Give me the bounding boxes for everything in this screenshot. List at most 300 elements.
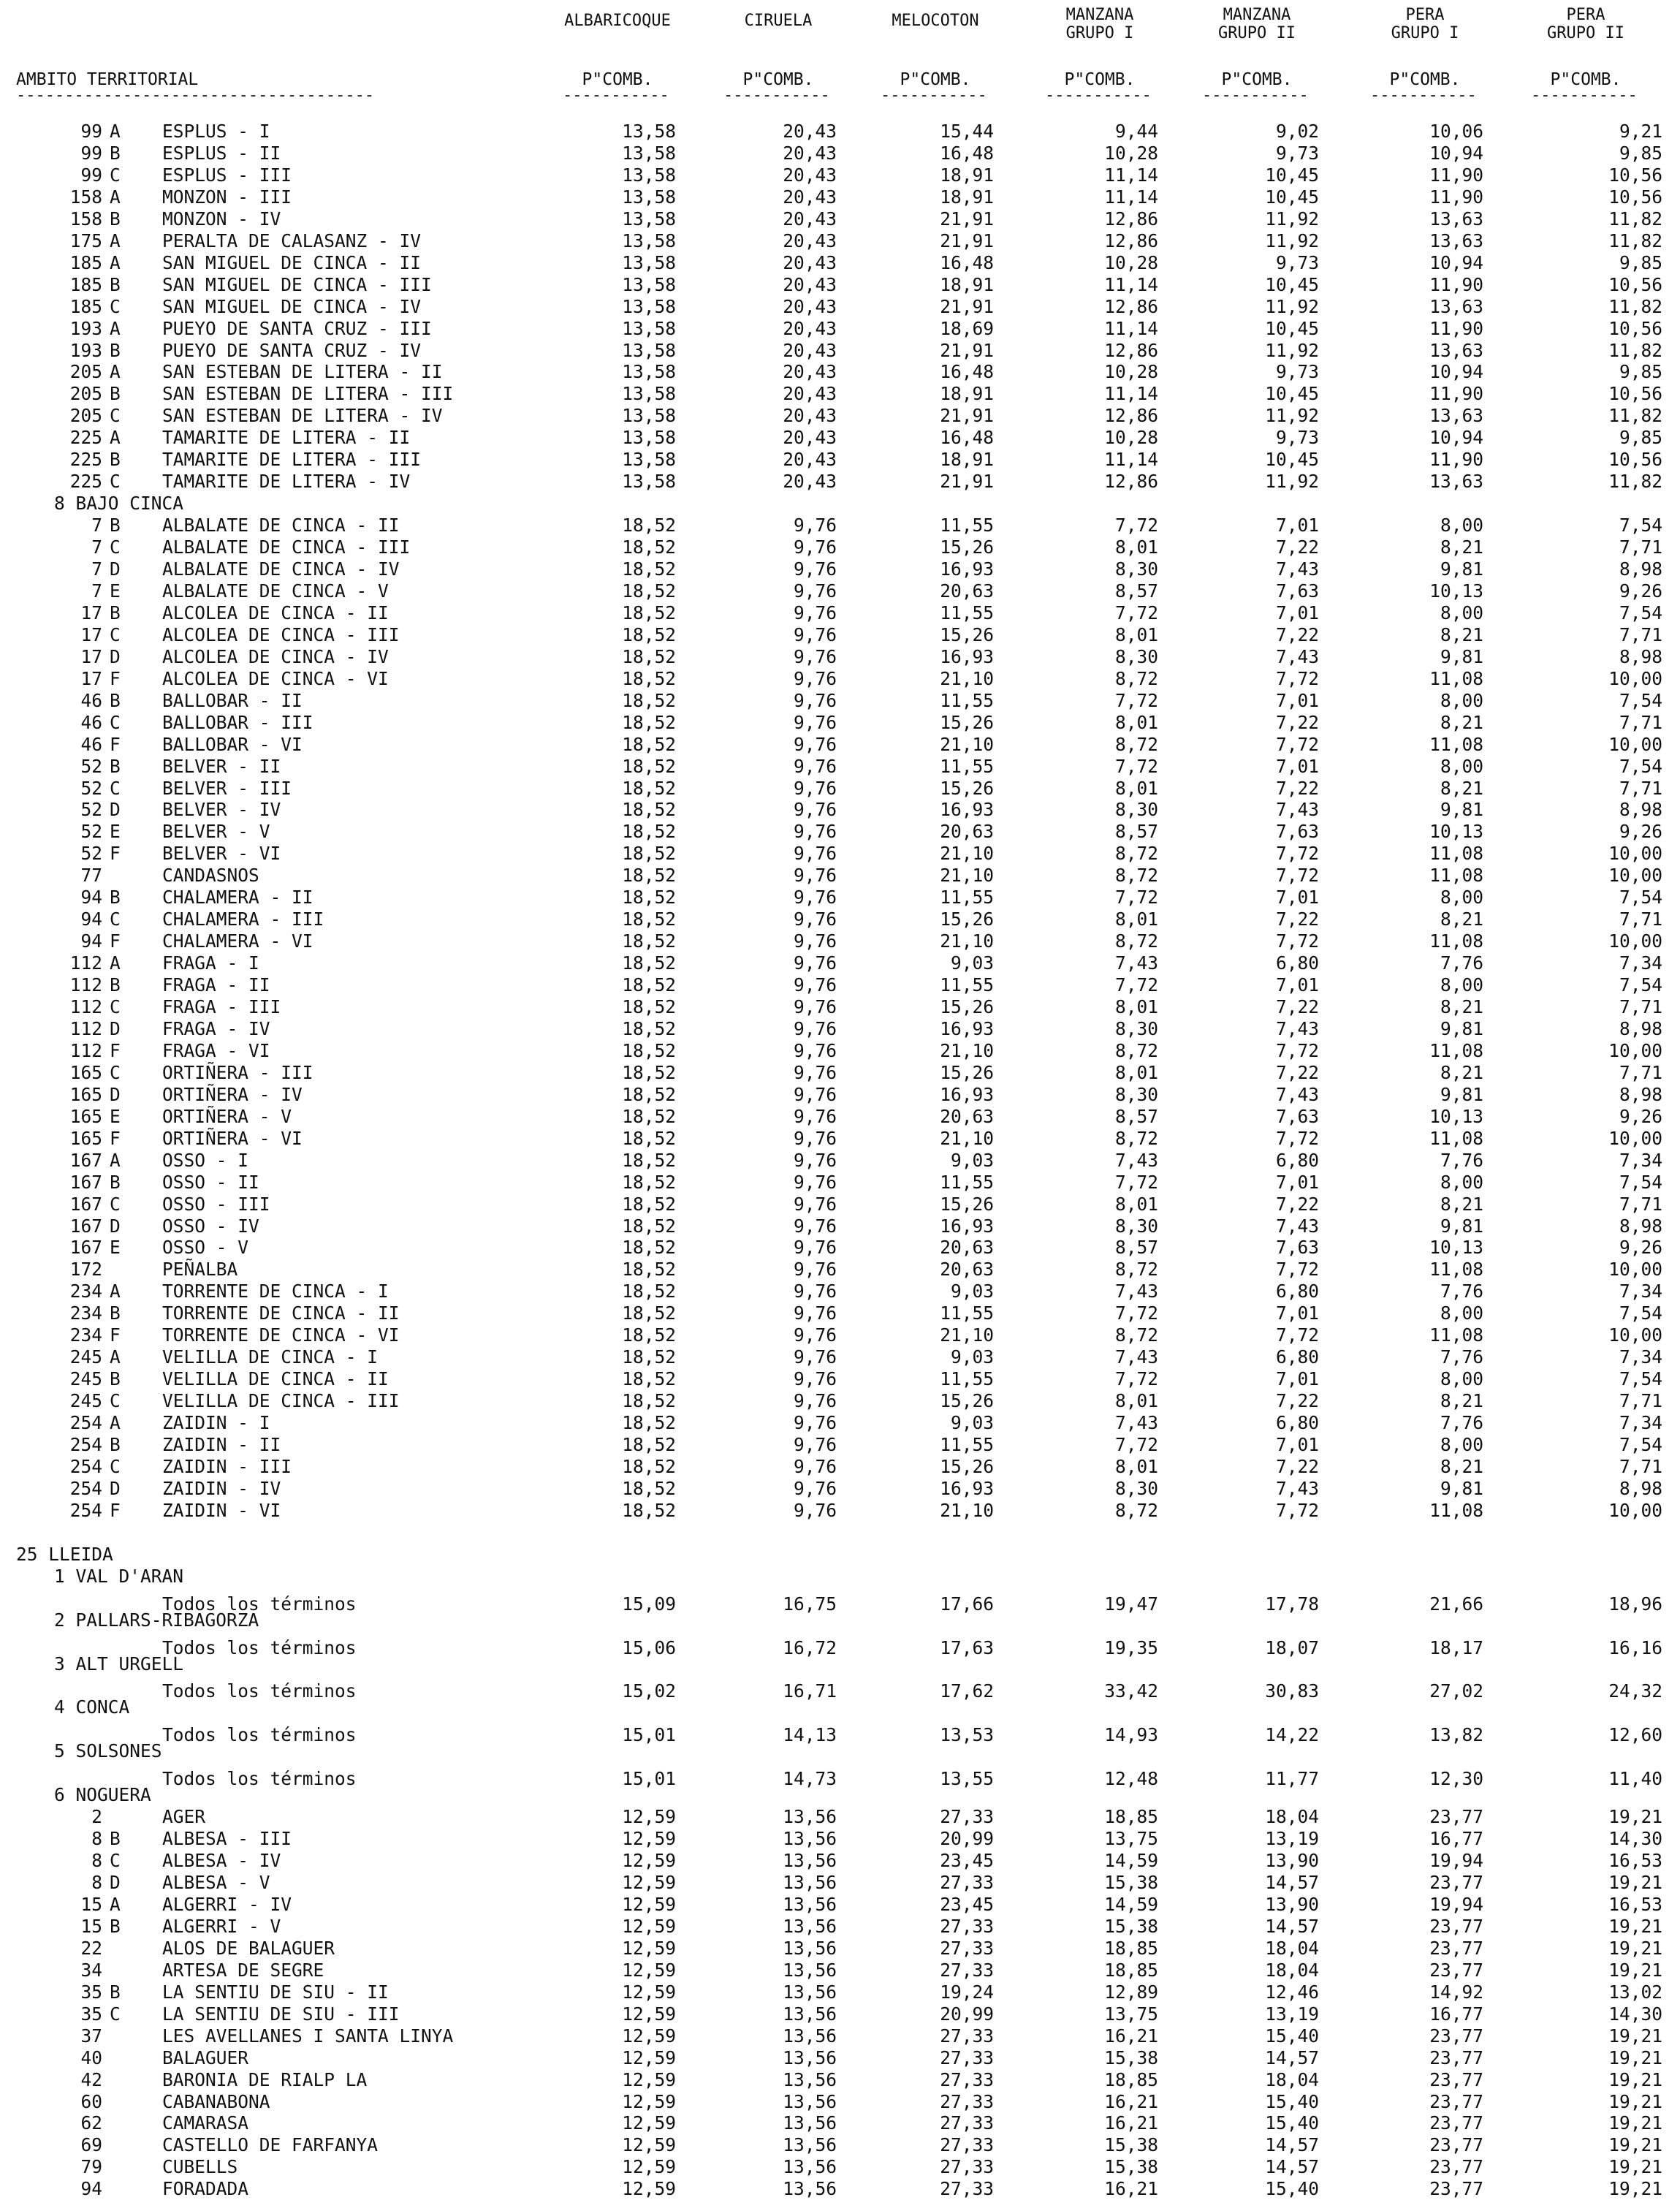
price-value: 8,30 [1114,1477,1158,1499]
blank-row [0,1522,1680,1544]
zone-letter: C [110,623,121,645]
municipality-name: LES AVELLANES I SANTA LINYA [162,2025,454,2047]
municipality-name: OSSO - III [162,1193,270,1215]
price-value: 10,45 [1265,383,1319,405]
price-value: 10,56 [1608,449,1662,471]
municipality-code: 79 [80,2156,102,2178]
municipality-code: 112 [69,952,102,974]
price-value: 10,00 [1608,1259,1662,1281]
price-value: 7,22 [1275,909,1319,930]
column-header-line1: PERA [1405,6,1445,24]
price-value: 8,98 [1619,1215,1662,1237]
price-value: 9,02 [1275,121,1319,142]
price-value: 6,80 [1275,952,1319,974]
price-value: 19,21 [1608,2112,1662,2134]
zone-letter: A [110,952,121,974]
price-value: 18,52 [622,1061,676,1083]
price-value: 6,80 [1275,1149,1319,1171]
price-value: 9,73 [1275,142,1319,164]
price-value: 13,58 [622,449,676,471]
price-value: 21,91 [940,295,994,317]
price-value: 14,59 [1104,1893,1158,1915]
table-row [0,1172,1680,1194]
municipality-name: TAMARITE DE LITERA - II [162,427,411,449]
table-row [0,1916,1680,1938]
price-value: 11,92 [1265,405,1319,427]
table-row [0,1302,1680,1324]
price-value: 9,76 [793,1477,837,1499]
price-value: 9,76 [793,777,837,799]
price-value: 7,01 [1275,887,1319,909]
price-value: 9,76 [793,645,837,667]
price-value: 12,59 [622,1981,676,2003]
price-value: 8,21 [1440,1390,1483,1412]
municipality-code: 60 [80,2090,102,2112]
price-value: 8,72 [1114,865,1158,887]
municipality-code: 234 [69,1324,102,1346]
price-value: 15,40 [1265,2112,1319,2134]
price-value: 12,59 [622,2156,676,2178]
price-value: 11,14 [1104,317,1158,339]
municipality-name: ARTESA DE SEGRE [162,1959,324,1981]
region-heading [0,1740,1680,1762]
municipality-name: ESPLUS - I [162,121,270,142]
price-value: 12,89 [1104,1981,1158,2003]
column-header-line1: ALBARICOQUE [564,12,671,30]
price-value: 7,72 [1114,887,1158,909]
municipality-name: CUBELLS [162,2156,238,2178]
column-header [698,12,859,30]
price-value: 23,77 [1429,1806,1483,1828]
column-underline: ----------- [723,86,830,105]
price-value: 18,52 [622,909,676,930]
price-value: 9,03 [950,1346,994,1368]
price-value: 10,00 [1608,667,1662,689]
price-value: 8,00 [1440,689,1483,711]
price-value: 7,43 [1114,1412,1158,1434]
column-underline: ----------- [1370,86,1477,105]
all-terms-label: Todos los términos [162,1593,357,1615]
municipality-name: PEÑALBA [162,1259,238,1281]
column-underline: ----------- [1045,86,1152,105]
municipality-code: 193 [69,317,102,339]
municipality-name: MONZON - IV [162,208,281,230]
zone-letter: A [110,121,121,142]
price-value: 7,72 [1114,974,1158,996]
zone-letter: D [110,1215,121,1237]
zone-letter: C [110,295,121,317]
municipality-name: ORTIÑERA - V [162,1105,292,1127]
price-value: 7,76 [1440,1412,1483,1434]
zone-letter: C [110,471,121,493]
table-row [0,515,1680,536]
price-value: 18,52 [622,667,676,689]
price-value: 8,00 [1440,602,1483,623]
zone-letter: B [110,1915,121,1937]
price-value: 13,56 [783,1959,837,1981]
price-value: 8,00 [1440,974,1483,996]
zone-letter: A [110,1149,121,1171]
price-value: 7,01 [1275,515,1319,536]
price-value: 19,21 [1608,2068,1662,2090]
price-value: 9,76 [793,909,837,930]
zone-letter: B [110,1368,121,1390]
column-underline: ----------- [1202,86,1309,105]
price-value: 11,92 [1265,339,1319,361]
table-row [0,646,1680,668]
price-value: 7,72 [1275,733,1319,755]
price-value: 11,90 [1429,186,1483,208]
price-value: 11,82 [1608,295,1662,317]
column-header-line1: MANZANA [1223,6,1291,24]
price-value: 16,75 [783,1593,837,1615]
column-subheader: P"COMB. [900,70,971,89]
municipality-name: FRAGA - II [162,974,270,996]
price-value: 11,55 [940,755,994,777]
price-value: 30,83 [1265,1680,1319,1702]
price-value: 23,45 [940,1893,994,1915]
price-value: 13,82 [1429,1724,1483,1746]
price-value: 13,58 [622,164,676,186]
price-value: 11,55 [940,1368,994,1390]
price-value: 7,71 [1619,909,1662,930]
zone-letter: A [110,1893,121,1915]
municipality-name: CHALAMERA - III [162,909,324,930]
municipality-code: 165 [69,1105,102,1127]
price-value: 7,43 [1114,1346,1158,1368]
zone-letter: C [110,536,121,558]
price-value: 20,63 [940,580,994,602]
municipality-name: TORRENTE DE CINCA - II [162,1302,400,1324]
price-value: 18,52 [622,755,676,777]
price-value: 11,08 [1429,1259,1483,1281]
price-value: 23,77 [1429,2068,1483,2090]
municipality-name: FRAGA - VI [162,1039,270,1061]
price-value: 15,40 [1265,2025,1319,2047]
price-value: 11,08 [1429,1499,1483,1521]
price-value: 20,63 [940,1237,994,1259]
price-value: 13,63 [1429,471,1483,493]
price-value: 10,00 [1608,733,1662,755]
price-value: 13,90 [1265,1850,1319,1872]
price-value: 19,21 [1608,1915,1662,1937]
zone-letter: B [110,974,121,996]
price-value: 18,91 [940,186,994,208]
price-value: 14,30 [1608,2003,1662,2025]
table-row [0,1762,1680,1790]
price-value: 15,26 [940,1193,994,1215]
table-row [0,952,1680,974]
price-value: 21,10 [940,1499,994,1521]
table-row [0,843,1680,865]
municipality-name: ALBESA - IV [162,1850,281,1872]
price-value: 13,56 [783,2003,837,2025]
zone-letter: C [110,711,121,733]
price-value: 18,52 [622,1105,676,1127]
municipality-code: 15 [80,1915,102,1937]
price-value: 18,52 [622,1499,676,1521]
municipality-code: 99 [80,121,102,142]
zone-letter: B [110,1828,121,1850]
municipality-code: 167 [69,1215,102,1237]
table-row [0,756,1680,778]
column-subheader: P"COMB. [1064,70,1136,89]
price-value: 9,76 [793,1149,837,1171]
municipality-name: BELVER - V [162,821,270,843]
price-value: 10,45 [1265,164,1319,186]
price-value: 8,57 [1114,821,1158,843]
column-header-line1: CIRUELA [744,12,813,30]
municipality-name: SAN ESTEBAN DE LITERA - IV [162,405,443,427]
price-value: 8,72 [1114,1324,1158,1346]
price-value: 9,76 [793,1215,837,1237]
table-row [0,121,1680,143]
price-value: 7,01 [1275,1302,1319,1324]
price-value: 15,09 [622,1593,676,1615]
price-value: 8,00 [1440,515,1483,536]
price-value: 21,91 [940,208,994,230]
price-value: 15,38 [1104,1872,1158,1893]
price-value: 7,72 [1275,930,1319,952]
price-value: 16,71 [783,1680,837,1702]
municipality-code: 205 [69,361,102,383]
all-terms-label: Todos los términos [162,1636,357,1658]
price-value: 13,63 [1429,208,1483,230]
price-value: 10,56 [1608,164,1662,186]
municipality-code: 99 [80,164,102,186]
price-value: 18,91 [940,273,994,295]
zone-letter: B [110,208,121,230]
table-row [0,930,1680,952]
zone-letter: B [110,887,121,909]
municipality-code: 254 [69,1412,102,1434]
zone-letter: D [110,1083,121,1105]
price-value: 7,71 [1619,1455,1662,1477]
price-value: 17,66 [940,1593,994,1615]
price-value: 9,76 [793,536,837,558]
table-row [0,1106,1680,1128]
price-value: 9,76 [793,1083,837,1105]
price-value: 15,26 [940,1061,994,1083]
price-value: 11,55 [940,1302,994,1324]
table-row [0,974,1680,996]
price-value: 13,58 [622,273,676,295]
price-value: 8,98 [1619,1017,1662,1039]
table-row [0,1960,1680,1981]
municipality-code: 8 [91,1872,102,1893]
price-value: 7,43 [1114,952,1158,974]
price-value: 15,06 [622,1636,676,1658]
municipality-code: 94 [80,909,102,930]
municipality-code: 34 [80,1959,102,1981]
region-heading [0,1784,1680,1806]
price-value: 20,43 [783,361,837,383]
price-value: 18,52 [622,1302,676,1324]
price-value: 15,26 [940,1390,994,1412]
zone-letter: C [110,164,121,186]
price-value: 12,59 [622,1959,676,1981]
price-value: 15,40 [1265,2178,1319,2200]
price-value: 21,10 [940,930,994,952]
price-value: 9,73 [1275,361,1319,383]
price-value: 27,33 [940,1915,994,1937]
price-value: 18,52 [622,1390,676,1412]
municipality-name: ALBESA - V [162,1872,270,1893]
price-value: 14,73 [783,1768,837,1790]
municipality-code: 46 [80,733,102,755]
price-value: 8,98 [1619,799,1662,821]
zone-letter: C [110,1850,121,1872]
municipality-code: 17 [80,623,102,645]
price-value: 27,02 [1429,1680,1483,1702]
price-value: 11,14 [1104,164,1158,186]
price-value: 14,59 [1104,1850,1158,1872]
price-value: 9,76 [793,1434,837,1455]
municipality-name: MONZON - III [162,186,292,208]
price-value: 11,08 [1429,733,1483,755]
price-value: 7,34 [1619,952,1662,974]
municipality-name: LA SENTIU DE SIU - II [162,1981,389,2003]
municipality-code: 158 [69,208,102,230]
price-value: 18,52 [622,1149,676,1171]
zone-letter: A [110,1412,121,1434]
price-value: 13,58 [622,295,676,317]
column-header-line2: GRUPO II [1547,24,1624,42]
price-value: 10,94 [1429,427,1483,449]
price-value: 13,56 [783,1893,837,1915]
municipality-name: ESPLUS - II [162,142,281,164]
municipality-name: SAN MIGUEL DE CINCA - III [162,273,432,295]
price-value: 13,58 [622,427,676,449]
municipality-name: BALLOBAR - III [162,711,313,733]
price-value: 9,26 [1619,821,1662,843]
municipality-code: 165 [69,1061,102,1083]
price-value: 21,10 [940,733,994,755]
price-value: 8,21 [1440,1061,1483,1083]
price-value: 7,54 [1619,515,1662,536]
price-value: 16,21 [1104,2025,1158,2047]
municipality-code: 205 [69,383,102,405]
municipality-name: CHALAMERA - II [162,887,313,909]
price-value: 18,52 [622,1237,676,1259]
table-row [0,734,1680,756]
zone-letter: F [110,930,121,952]
price-value: 20,99 [940,1828,994,1850]
price-value: 7,72 [1114,755,1158,777]
price-value: 10,56 [1608,273,1662,295]
price-value: 8,00 [1440,1171,1483,1193]
table-row [0,690,1680,712]
price-value: 7,22 [1275,536,1319,558]
price-value: 27,33 [940,1872,994,1893]
price-value: 20,43 [783,208,837,230]
price-value: 18,52 [622,1477,676,1499]
price-value: 19,21 [1608,2047,1662,2068]
price-value: 18,52 [622,930,676,952]
table-row [0,143,1680,164]
region-label: 2 PALLARS-RIBAGORZA [54,1609,259,1631]
price-value: 16,93 [940,1083,994,1105]
municipality-code: 112 [69,1039,102,1061]
price-value: 23,77 [1429,2090,1483,2112]
price-value: 9,76 [793,1259,837,1281]
price-value: 10,28 [1104,427,1158,449]
price-value: 18,91 [940,383,994,405]
municipality-code: 254 [69,1434,102,1455]
table-row [0,1850,1680,1872]
price-value: 11,82 [1608,339,1662,361]
municipality-name: ALBALATE DE CINCA - II [162,515,400,536]
table-row [0,1324,1680,1346]
price-value: 21,10 [940,843,994,865]
price-value: 15,38 [1104,2156,1158,2178]
price-value: 9,76 [793,865,837,887]
price-value: 18,04 [1265,1937,1319,1959]
price-value: 12,59 [622,2068,676,2090]
price-value: 13,63 [1429,295,1483,317]
price-value: 7,01 [1275,1434,1319,1455]
price-value: 9,76 [793,1302,837,1324]
zone-letter: D [110,1017,121,1039]
price-value: 9,76 [793,821,837,843]
table-row [0,1588,1680,1615]
price-value: 10,00 [1608,1127,1662,1149]
municipality-name: CASTELLO DE FARFANYA [162,2134,379,2156]
municipality-code: 77 [80,865,102,887]
price-value: 17,63 [940,1636,994,1658]
price-value: 23,77 [1429,2025,1483,2047]
price-value: 9,76 [793,1105,837,1127]
price-value: 9,26 [1619,1105,1662,1127]
price-value: 27,33 [940,2134,994,2156]
table-row [0,1434,1680,1456]
municipality-name: TAMARITE DE LITERA - III [162,449,422,471]
zone-letter: C [110,1455,121,1477]
price-value: 20,43 [783,295,837,317]
price-value: 18,96 [1608,1593,1662,1615]
price-value: 13,19 [1265,2003,1319,2025]
price-value: 16,93 [940,1215,994,1237]
zone-letter: C [110,1390,121,1412]
column-underline: ----------- [881,86,987,105]
municipality-name: ALGERRI - V [162,1915,281,1937]
price-value: 9,81 [1440,799,1483,821]
table-row [0,1259,1680,1281]
price-value: 7,71 [1619,536,1662,558]
municipality-name: TORRENTE DE CINCA - VI [162,1324,400,1346]
municipality-name: PERALTA DE CALASANZ - IV [162,230,422,251]
table-row [0,1872,1680,1894]
municipality-name: ALBESA - III [162,1828,292,1850]
price-value: 18,52 [622,558,676,580]
price-value: 11,40 [1608,1768,1662,1790]
price-value: 10,56 [1608,317,1662,339]
price-value: 7,22 [1275,711,1319,733]
price-value: 7,72 [1275,1259,1319,1281]
table-row [0,887,1680,909]
table-row [0,2134,1680,2156]
municipality-name: ESPLUS - III [162,164,292,186]
price-value: 10,13 [1429,580,1483,602]
price-value: 12,59 [622,1872,676,1893]
price-value: 15,26 [940,1455,994,1477]
ambito-label: AMBITO TERRITORIAL [16,70,199,89]
price-value: 8,21 [1440,777,1483,799]
municipality-code: 62 [80,2112,102,2134]
price-value: 13,75 [1104,2003,1158,2025]
price-value: 20,43 [783,449,837,471]
price-value: 11,55 [940,1171,994,1193]
